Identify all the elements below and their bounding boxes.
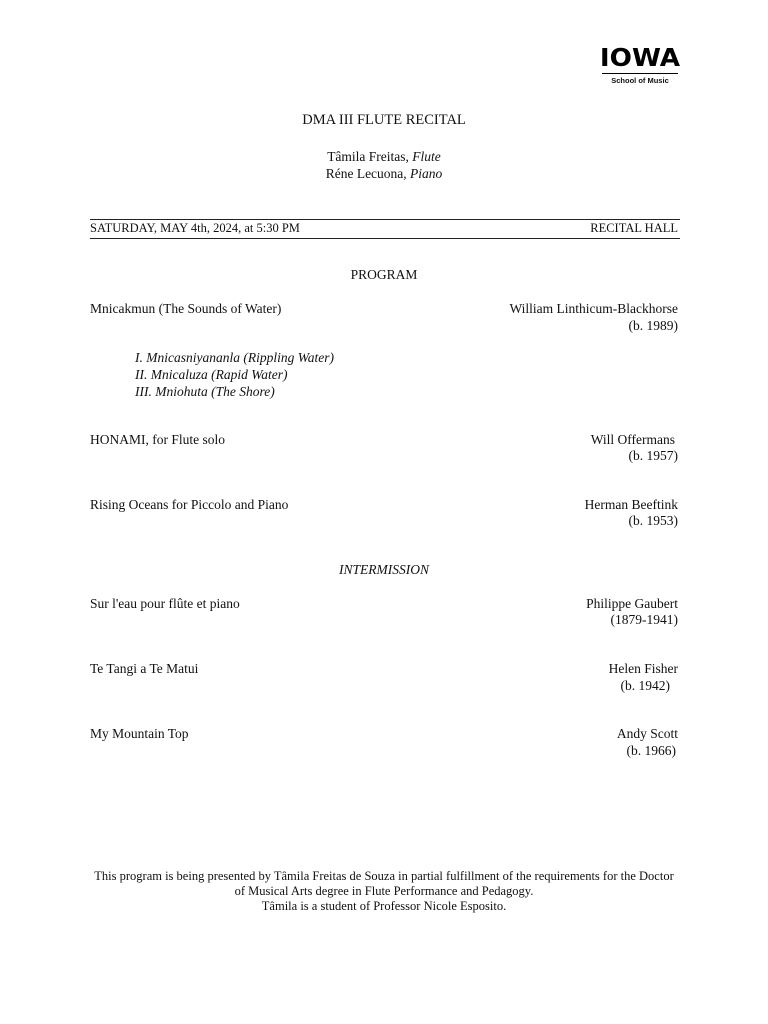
iowa-logo [600, 44, 680, 85]
intermission-label: INTERMISSION [339, 562, 429, 577]
piece-composer: Will Offermans [590, 432, 675, 447]
performer-piano [90, 166, 678, 182]
piece-title: Mnicakmun (The Sounds of Water) [90, 301, 282, 316]
piece-composer: Philippe Gaubert [586, 596, 678, 611]
piece-composer: Helen Fisher [608, 661, 678, 676]
recital-date-time: SATURDAY, MAY 4th, 2024, at 5:30 PM [90, 221, 300, 235]
logo-subtitle: School of Music [611, 76, 669, 85]
piece-title: My Mountain Top [90, 726, 189, 741]
movement-item: II. Mnicaluza (Rapid Water) [135, 367, 288, 382]
piece-composer-dates: (b. 1953) [628, 513, 678, 528]
performer-instrument: Piano [410, 166, 443, 181]
performer-name: Réne Lecuona, [325, 166, 411, 181]
piece-composer: Andy Scott [616, 726, 678, 741]
piece-composer: Herman Beeftink [584, 497, 678, 512]
piece-title: Sur l'eau pour flûte et piano [90, 596, 240, 611]
info-bar-top-rule [90, 219, 680, 220]
movement-item: III. Mniohuta (The Shore) [135, 384, 275, 399]
program-footer-note [70, 869, 698, 914]
piece-composer-dates: (b. 1966) [626, 743, 676, 758]
footer-line: Tâmila is a student of Professor Nicole Esposito. [261, 899, 507, 913]
piece-composer-dates: (b. 1957) [628, 448, 678, 463]
piece-composer-dates: (1879-1941) [610, 612, 678, 627]
footer-line: This program is being presented by Tâmila Freitas de Souza in partial fulfillment of the requirements for the Doctor [94, 869, 674, 883]
piece-composer-dates: (b. 1989) [628, 318, 678, 333]
piece-title: Te Tangi a Te Matui [90, 661, 199, 676]
info-bar-bottom-rule [90, 238, 680, 239]
footer-line: of Musical Arts degree in Flute Performance and Pedagogy. [234, 884, 534, 898]
logo-wordmark: IOWA [599, 43, 681, 72]
program-heading: PROGRAM [350, 267, 418, 282]
piece-title: Rising Oceans for Piccolo and Piano [90, 497, 289, 512]
recital-venue: RECITAL HALL [590, 221, 678, 235]
piece-composer: William Linthicum-Blackhorse [509, 301, 678, 316]
performer-flute [90, 149, 678, 165]
piece-title: HONAMI, for Flute solo [90, 432, 225, 447]
performer-name: Tâmila Freitas, [327, 149, 413, 164]
piece-composer-dates: (b. 1942) [620, 678, 670, 693]
recital-title: DMA III FLUTE RECITAL [302, 112, 466, 128]
logo-divider [602, 73, 678, 74]
performer-instrument: Flute [412, 149, 441, 164]
movement-item: I. Mnicasniyananla (Rippling Water) [135, 350, 334, 365]
